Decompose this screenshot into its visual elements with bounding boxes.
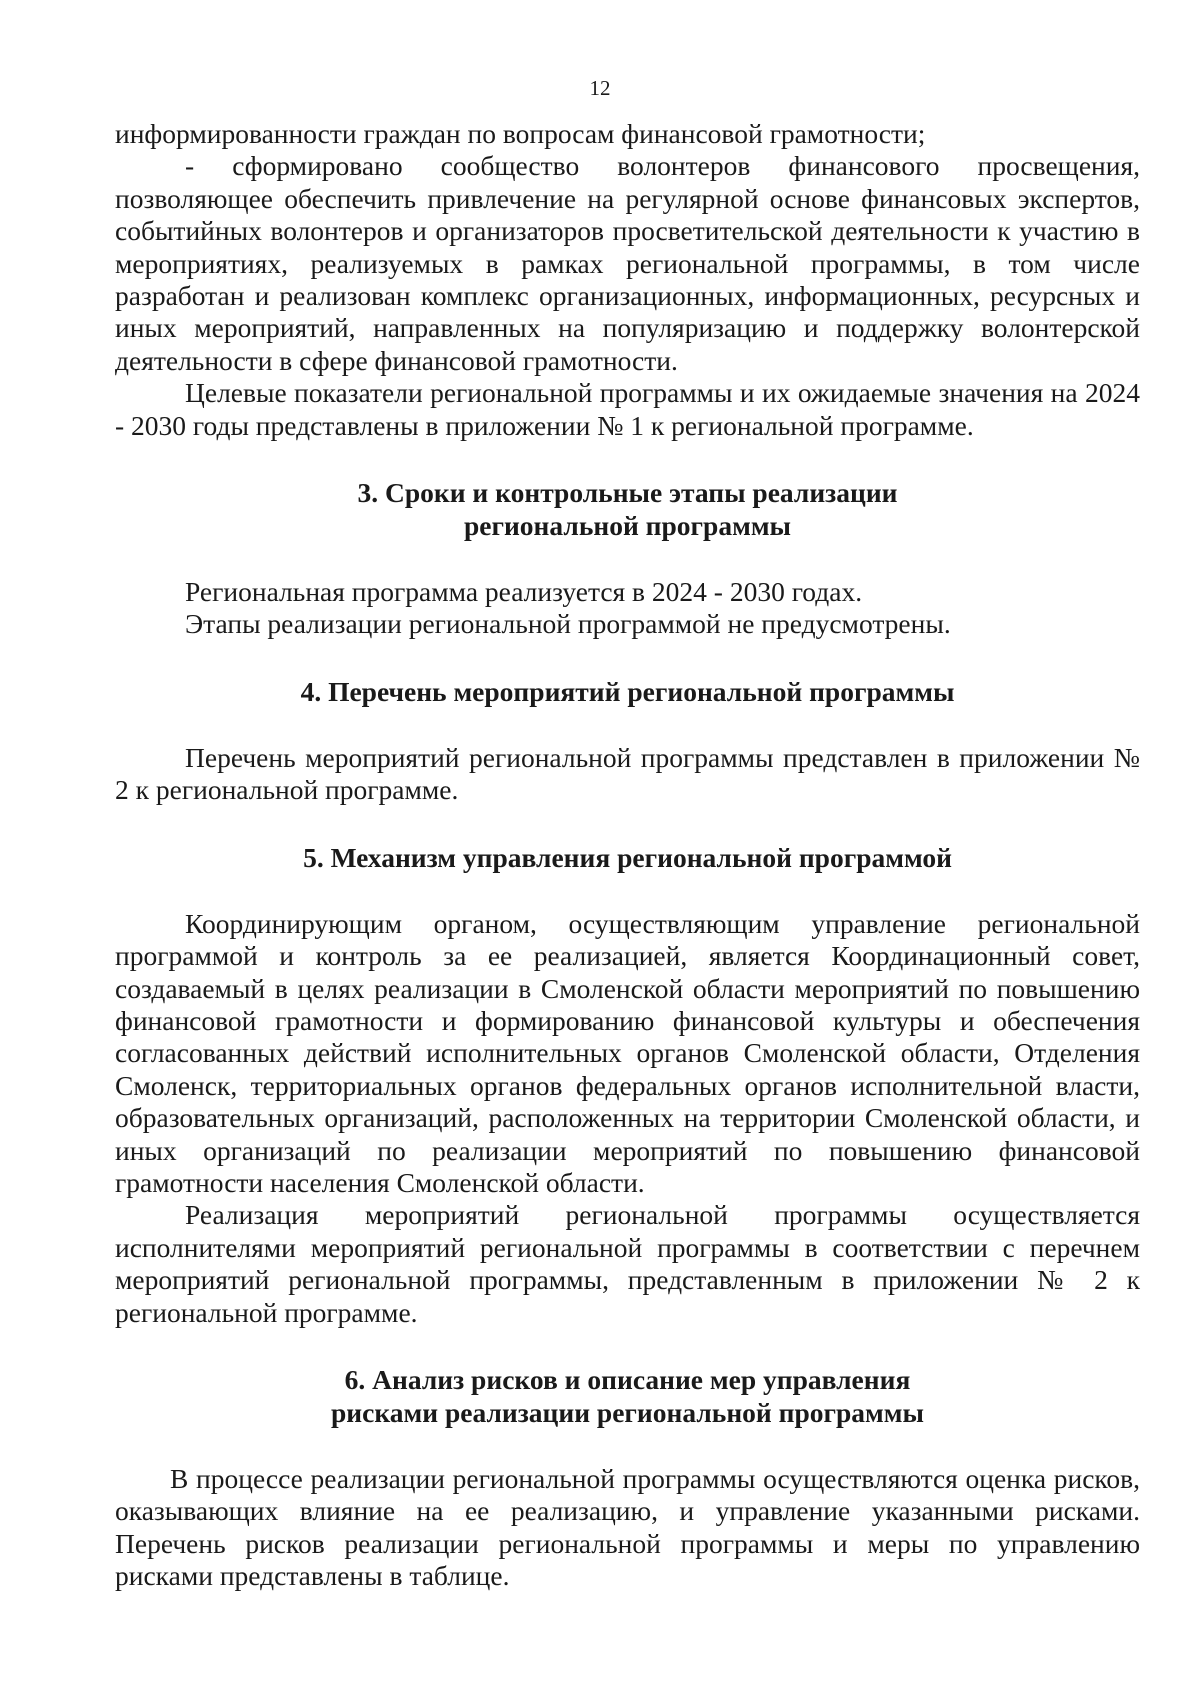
paragraph-program-period: Региональная программа реализуется в 2024 - 2030 годах.	[185, 576, 863, 608]
paragraph-risk-analysis: В процессе реализации региональной программы осуществляются оценка рисков, оказывающих влияние на ее реализацию, и управление указанными рисками. Перечень рисков реализации региональной программы и меры по управлению рисками представлены в таблице.	[115, 1462, 1140, 1592]
section-6-heading-line1: 6. Анализ рисков и описание мер управления	[344, 1363, 911, 1395]
paragraph-program-stages: Этапы реализации региональной программой не предусмотрены.	[185, 608, 951, 640]
section-3-heading-line2: региональной программы	[463, 510, 792, 542]
page-number: 12	[589, 76, 611, 100]
paragraph-implementation: Реализация мероприятий региональной программы осуществляется исполнителями мероприятий региональной программы в соответствии с перечнем мероприятий региональной программы, представленным в приложении № 2 к региональной программе.	[115, 1199, 1140, 1328]
paragraph-continuation: информированности граждан по вопросам финансовой грамотности;	[115, 118, 926, 149]
paragraph-coordinating-body: Координирующим органом, осуществляющим управление региональной программой и контроль за ее реализацией, является Координационный совет, создаваемый в целях реализации в Смоленской области мероприятий по повышению финансовой грамотности и формированию финансовой культуры и обеспечения согласованных действий исполнительных органов Смоленской области, Отделения Смоленск, территориальных органов федеральных органов исполнительной власти, образовательных организаций, расположенных на территории Смоленской области, и иных организаций по реализации мероприятий по повышению финансовой грамотности населения Смоленской области.	[115, 907, 1140, 1198]
section-5-heading: 5. Механизм управления региональной программой	[303, 841, 952, 873]
section-3-heading-line1: 3. Сроки и контрольные этапы реализации	[357, 477, 898, 509]
paragraph-volunteers: - сформировано сообщество волонтеров финансового просвещения, позволяющее обеспечить привлечение на регулярной основе финансовых экспертов, событийных волонтеров и организаторов просветительской деятельности к участию в мероприятиях, реализуемых в рамках региональной программы, в том числе разработан и реализован комплекс организационных, информационных, ресурсных и иных мероприятий, направленных на популяризацию и поддержку волонтерской деятельности в сфере финансовой грамотности.	[115, 150, 1140, 376]
paragraph-target-indicators: Целевые показатели региональной программы и их ожидаемые значения на 2024 - 2030 годы представлены в приложении № 1 к региональной программе.	[115, 377, 1140, 441]
page-content	[115, 118, 1140, 1593]
section-6-heading-line2: рисками реализации региональной программы	[330, 1396, 924, 1428]
paragraph-activities-list: Перечень мероприятий региональной программы представлен в приложении № 2 к региональной программе.	[115, 741, 1140, 806]
section-4-heading: 4. Перечень мероприятий региональной программы	[300, 675, 955, 707]
